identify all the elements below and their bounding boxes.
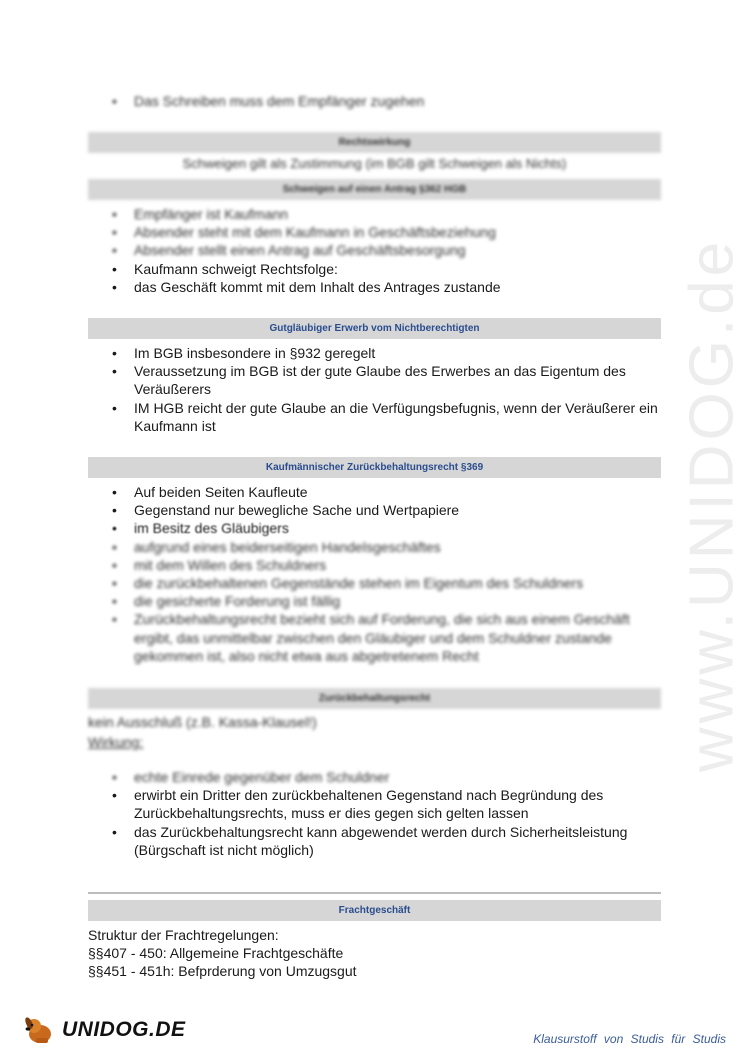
section-heading-gutglaeubig: Gutgläubiger Erwerb vom Nichtberechtigten (88, 318, 661, 339)
list-item: • erwirbt ein Dritter den zurückbehaltenen Gegenstand nach Begründung des Zurückbehaltungsrechts, muss er dies gegen sich gelten lassen (112, 786, 660, 822)
list-item: • Gegenstand nur bewegliche Sache und Wertpapiere (112, 501, 660, 519)
zbr-line1: kein Ausschluß (z.B. Kassa-Klausel!) (88, 714, 317, 730)
list-item: • IM HGB reicht der gute Glaube an die Verfügungsbefugnis, wenn der Veräußerer ein Kaufmann ist (112, 399, 660, 435)
list-item: • Das Schreiben muss dem Empfänger zugehen (112, 92, 660, 110)
section-heading-kaufm-zbr: Kaufmännischer Zurückbehaltungsrecht §369 (88, 457, 661, 478)
divider (88, 892, 661, 894)
fracht-line: §§451 - 451h: Befprderung von Umzugsgut (88, 963, 357, 979)
list-item: • Im BGB insbesondere in §932 geregelt (112, 344, 660, 362)
dog-icon (22, 1014, 58, 1046)
list-item: • die zurückbehaltenen Gegenstände stehen im Eigentum des Schuldners (112, 574, 660, 592)
list-item: • mit dem Willen des Schuldners (112, 556, 660, 574)
section-heading-rechtswirkung: Rechtswirkung (88, 132, 661, 153)
list-item: • Zurückbehaltungsrecht bezieht sich auf Forderung, die sich aus einem Geschäft ergibt, das unmittelbar zwischen den Gläubiger und dem Schuldner zustande gekommen ist, also nicht etwa aus abgetretenem Recht (112, 610, 660, 665)
logo-text: UNIDOG.DE (62, 1018, 186, 1041)
list-item: • Auf beiden Seiten Kaufleute (112, 483, 660, 501)
list-item: • das Zurückbehaltungsrecht kann abgewendet werden durch Sicherheitsleistung (Bürgschaft ist nicht möglich) (112, 823, 660, 859)
gutglaeubig-list (112, 344, 660, 435)
list-item: • das Geschäft kommt mit dem Inhalt des Antrages zustande (112, 278, 660, 296)
rechtswirkung-text: Schweigen gilt als Zustimmung (im BGB gilt Schweigen als Nichts) (182, 156, 567, 171)
list-item: • Absender steht mit dem Kaufmann in Geschäftsbeziehung (112, 223, 660, 241)
section-heading-zbr: Zurückbehaltungsrecht (88, 688, 661, 709)
footer-tagline: Klausurstoff von Studis für Studis (533, 1032, 726, 1046)
schweigen-list (112, 205, 660, 296)
list-item: • Empfänger ist Kaufmann (112, 205, 660, 223)
zbr-line2: Wirkung: (88, 734, 144, 750)
list-item: • Veraussetzung im BGB ist der gute Glaube des Erwerbes an das Eigentum des Veräußerers (112, 362, 660, 398)
zbr-list (112, 768, 660, 859)
list-item: • im Besitz des Gläubigers (112, 519, 660, 537)
section-heading-fracht: Frachtgeschäft (88, 900, 661, 921)
kaufm-zbr-list (112, 483, 660, 665)
list-item: • die gesicherte Forderung ist fällig (112, 592, 660, 610)
top-list (112, 92, 660, 110)
fracht-line: §§407 - 450: Allgemeine Frachtgeschäfte (88, 945, 344, 961)
section-heading-schweigen: Schweigen auf einen Antrag §362 HGB (88, 179, 661, 200)
fracht-line: Struktur der Frachtregelungen: (88, 927, 279, 943)
list-item: • Absender stellt einen Antrag auf Geschäftsbesorgung (112, 241, 660, 259)
unidog-logo (22, 1014, 186, 1046)
list-item: • aufgrund eines beiderseitigen Handelsgeschäftes (112, 538, 660, 556)
watermark: www.UNIDOG.de (677, 237, 747, 773)
list-item: • echte Einrede gegenüber dem Schuldner (112, 768, 660, 786)
list-item: • Kaufmann schweigt Rechtsfolge: (112, 260, 660, 278)
